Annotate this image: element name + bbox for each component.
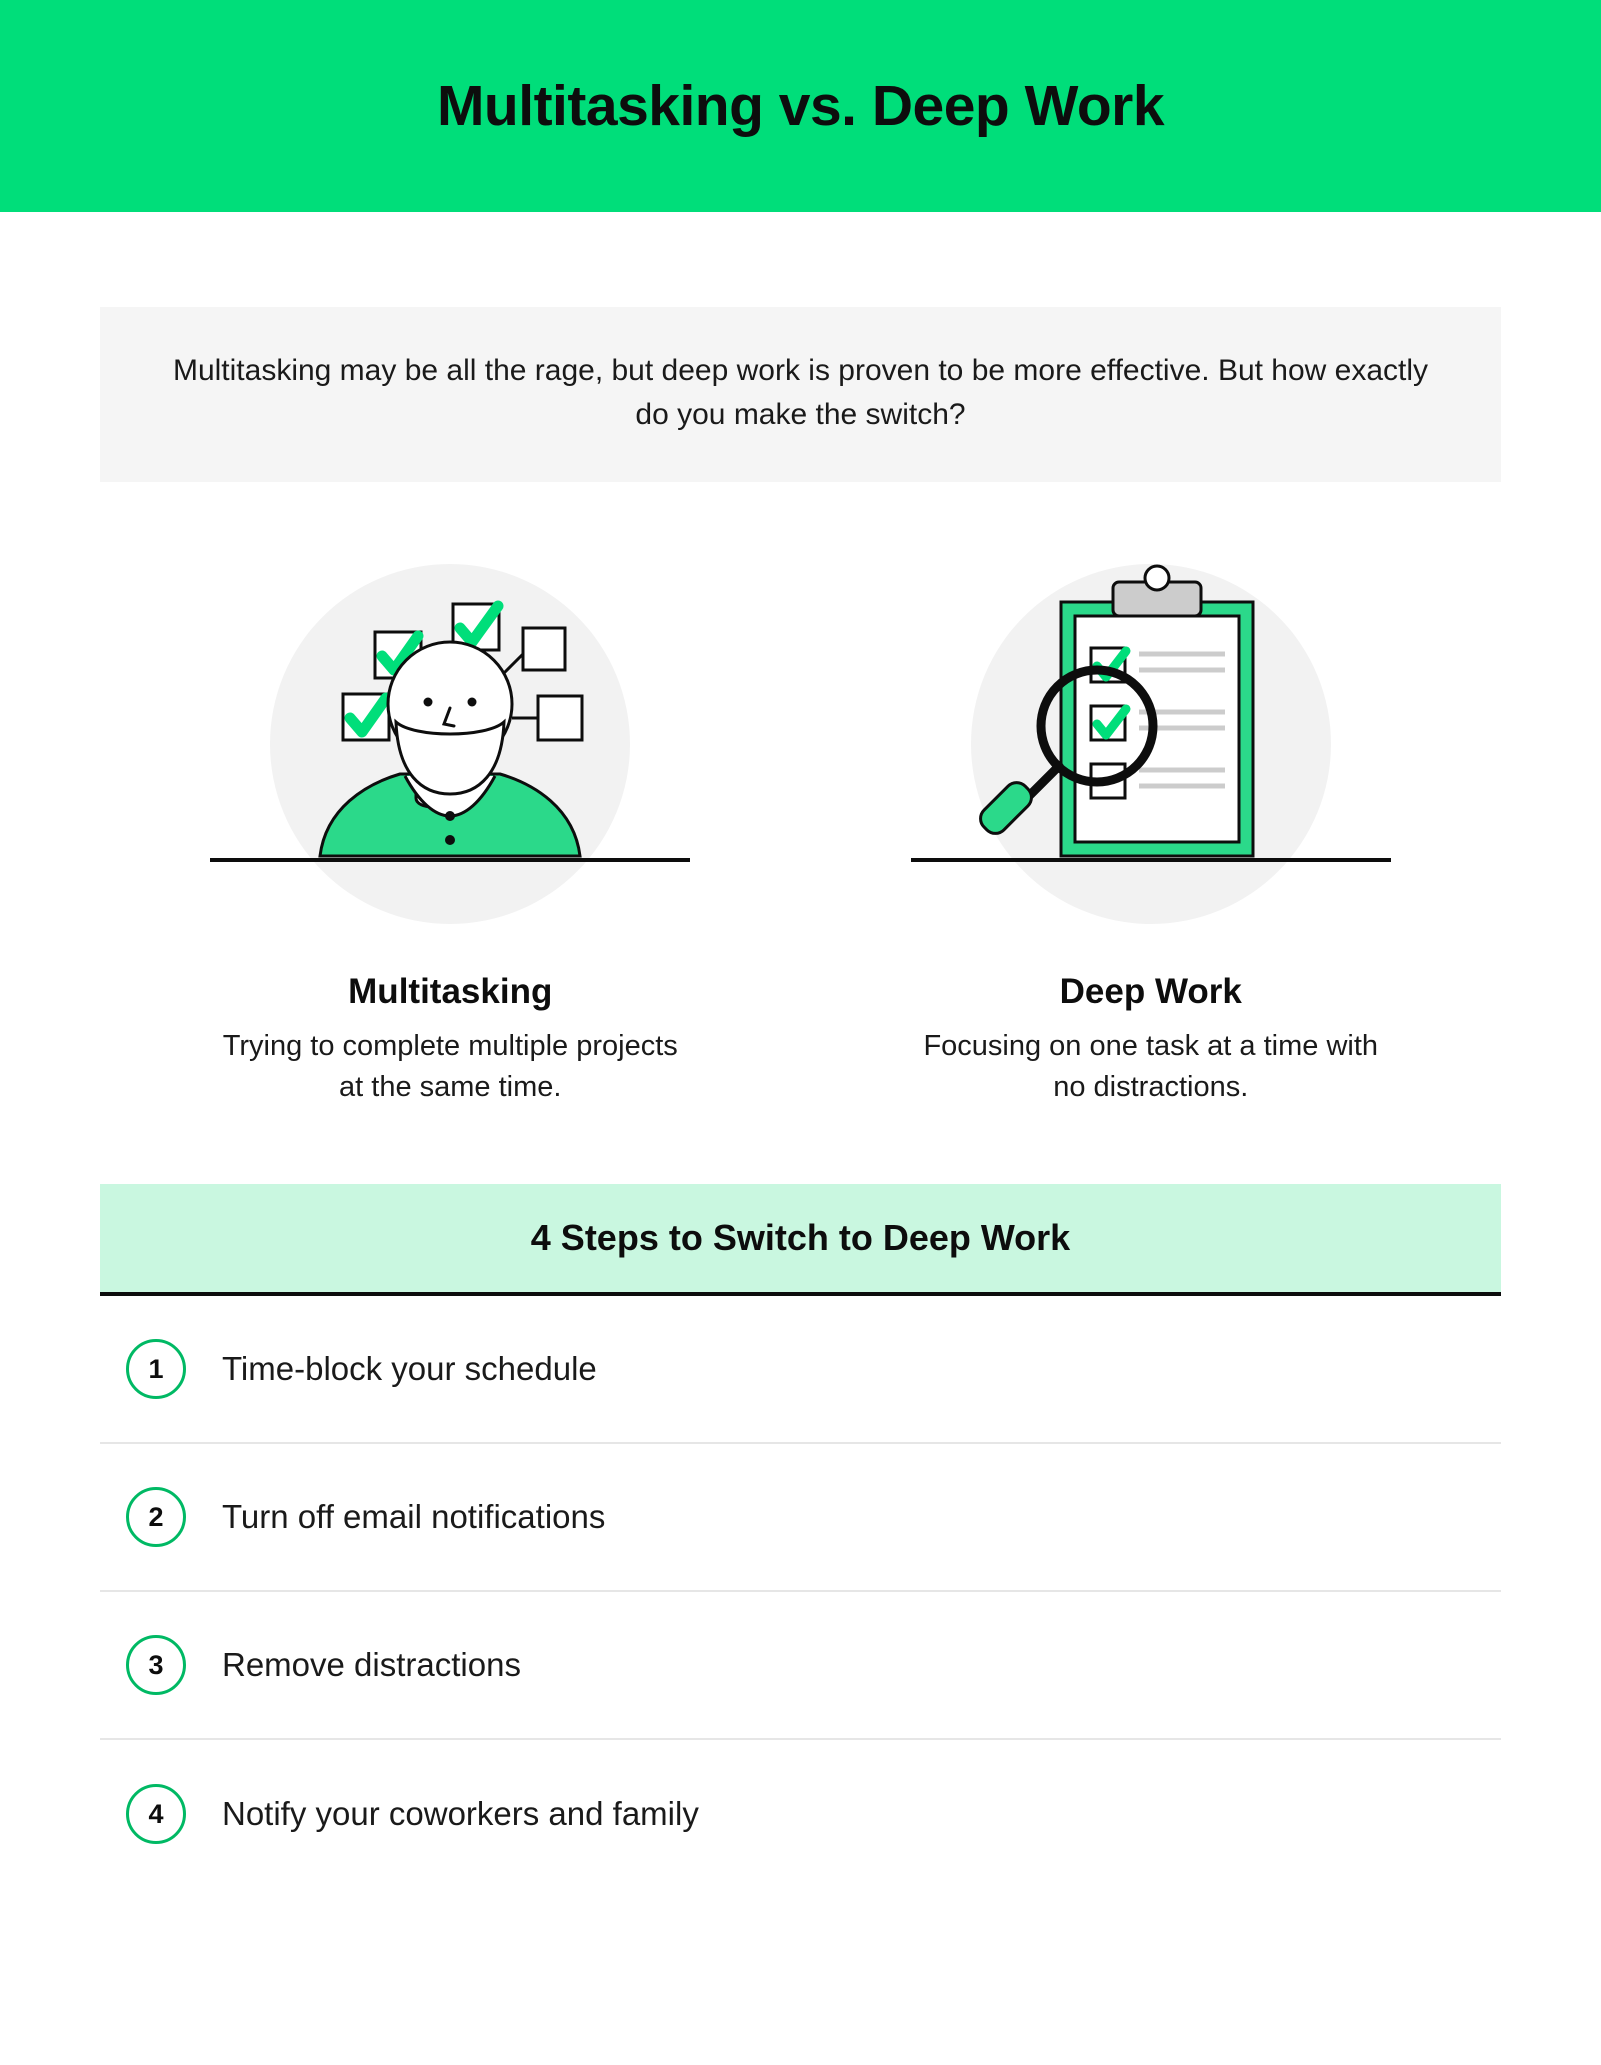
- page-title: Multitasking vs. Deep Work: [436, 73, 1165, 138]
- step-number-badge: 2: [126, 1487, 186, 1547]
- clipboard-magnifier-icon: [901, 544, 1401, 944]
- comparison-column-deep-work: [801, 544, 1502, 1108]
- comparison-column-multitasking: [100, 544, 801, 1108]
- step-item-3: [100, 1592, 1501, 1740]
- step-item-4: [100, 1740, 1501, 1888]
- step-label: Time-block your schedule: [222, 1350, 597, 1388]
- comparison-title-deep-work: Deep Work: [1059, 972, 1242, 1011]
- steps-header: [100, 1184, 1501, 1296]
- step-label: Turn off email notifications: [222, 1498, 606, 1536]
- step-number-badge: 1: [126, 1339, 186, 1399]
- intro-section: [0, 307, 1601, 482]
- steps-section: [0, 1184, 1601, 1888]
- comparison-desc-deep-work: Focusing on one task at a time with no distractions.: [923, 1030, 1379, 1104]
- steps-header-title: 4 Steps to Switch to Deep Work: [530, 1217, 1071, 1259]
- step-number-badge: 4: [126, 1784, 186, 1844]
- step-label: Notify your coworkers and family: [222, 1795, 699, 1833]
- step-number-badge: 3: [126, 1635, 186, 1695]
- step-item-2: [100, 1444, 1501, 1592]
- intro-text: Multitasking may be all the rage, but deep work is proven to be more effective. But how exactly do you make the switch?: [172, 354, 1429, 431]
- comparison-desc-multitasking: Trying to complete multiple projects at the same time.: [222, 1030, 678, 1104]
- header-band: [0, 0, 1601, 212]
- step-item-1: [100, 1296, 1501, 1444]
- comparison-title-multitasking: Multitasking: [348, 972, 553, 1011]
- multitasking-person-icon: [200, 544, 700, 944]
- comparison-section: [0, 544, 1601, 1108]
- intro-box: [100, 307, 1501, 482]
- step-label: Remove distractions: [222, 1646, 521, 1684]
